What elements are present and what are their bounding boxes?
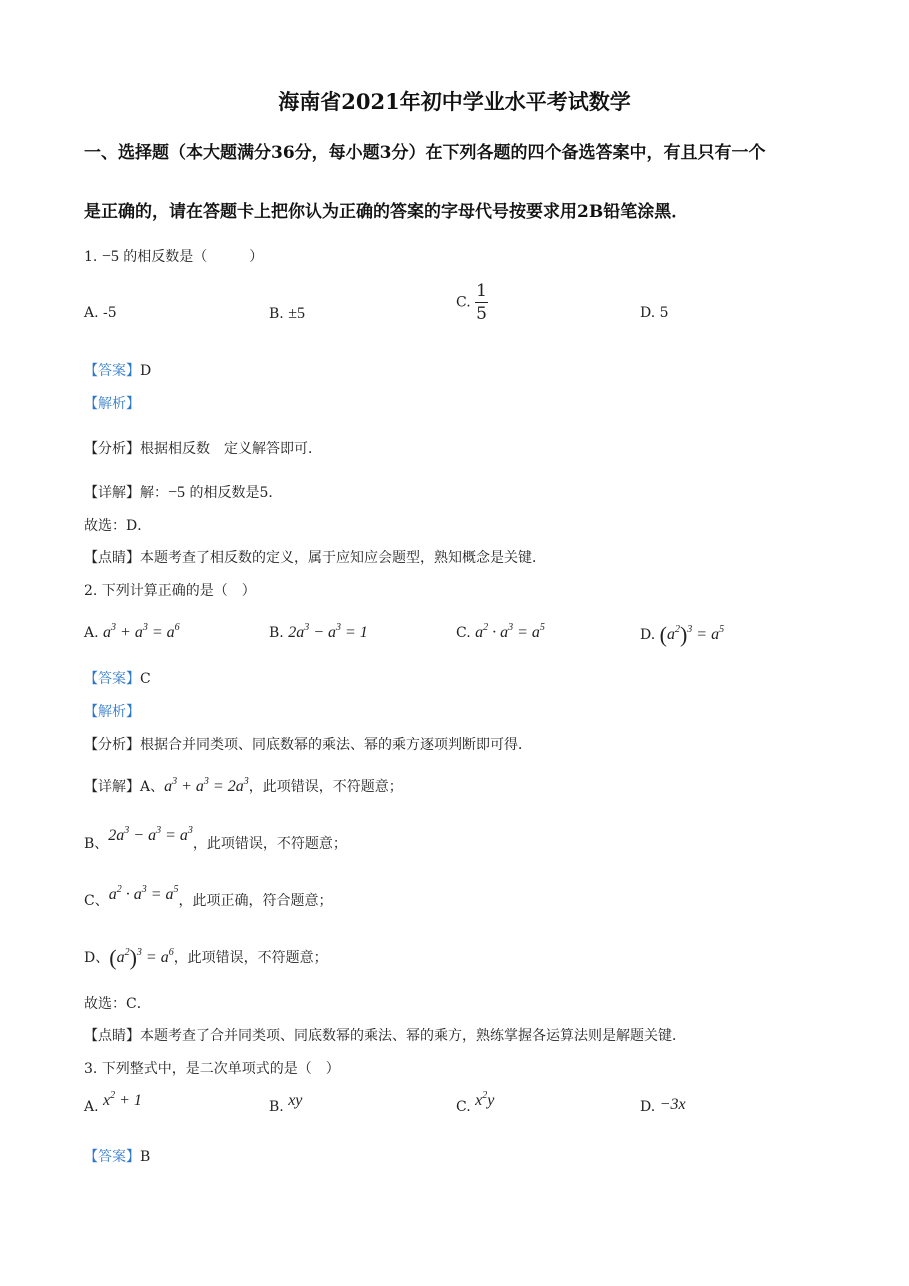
q1-answer: 【答案】D (84, 363, 152, 379)
q2-detail-a: 【详解】A、$a^3 + a^3 = 2a^3$，此项错误，不符题意； (84, 776, 403, 795)
q1-option-c: C. $\frac{1}{5}$ (456, 281, 487, 324)
q3-option-d: D. −3x (640, 1096, 686, 1115)
q2-choice: 故选：C． (84, 996, 151, 1012)
q1-fenxi: 【分析】根据相反数 定义解答即可． (84, 441, 322, 457)
question-3-stem: 3. 下列整式中，是二次单项式的是（ ） (84, 1061, 340, 1077)
q2-option-d: D. $(a^2)^3 = a^5$ (640, 622, 725, 647)
q3-answer: 【答案】B (84, 1149, 151, 1165)
page-title: 海南省2021年初中学业水平考试数学 (278, 89, 631, 114)
q3-option-c: C. $x^2y$ (456, 1090, 495, 1115)
q1-option-a: A. -5 (84, 305, 117, 321)
q2-dianjing: 【点睛】本题考查了合并同类项、同底数幂的乘法、幂的乘方，熟练掌握各运算法则是解题关键． (84, 1028, 686, 1044)
q2-option-b: B. $2a^3 - a^3 = 1$ (269, 622, 368, 641)
q2-answer: 【答案】C (84, 671, 151, 687)
q1-dianjing: 【点睛】本题考查了相反数的定义，属于应知应会题型，熟知概念是关键． (84, 550, 546, 566)
q1-choice: 故选：D． (84, 518, 152, 534)
q1-analysis-label: 【解析】 (84, 396, 140, 412)
section-heading-line2: 是正确的，请在答题卡上把你认为正确的答案的字母代号按要求用2B铅笔涂黑． (84, 202, 689, 222)
q3-option-a: A. $x^2 + 1$ (84, 1090, 142, 1115)
question-1-stem: 1. −5 的相反数是（ ） (84, 248, 264, 265)
q1-xiangjie: 【详解】解：−5 的相反数是5． (84, 484, 283, 501)
q2-fenxi: 【分析】根据合并同类项、同底数幂的乘法、幂的乘方逐项判断即可得． (84, 737, 532, 753)
q2-detail-c: C、$a^2 \cdot a^3 = a^5$，此项正确，符合题意； (84, 884, 333, 909)
section-heading-line1: 一、选择题（本大题满分36分，每小题3分）在下列各题的四个备选答案中，有且只有一个 (84, 143, 766, 163)
q2-detail-b: B、$2a^3 - a^3 = a^3$，此项错误，不符题意； (84, 825, 347, 852)
question-2-stem: 2. 下列计算正确的是（ ） (84, 583, 256, 599)
q3-option-b: B. xy (269, 1092, 303, 1115)
q2-detail-d: D、$(a^2)^3 = a^6$，此项错误，不符题意； (84, 945, 328, 970)
q2-analysis-label: 【解析】 (84, 704, 140, 720)
q1-option-b: B. ±5 (269, 305, 305, 322)
q2-option-c: C. $a^2 \cdot a^3 = a^5$ (456, 622, 545, 641)
q2-option-a: A. $a^3 + a^3 = a^6$ (84, 622, 180, 641)
q1-option-d: D. 5 (640, 305, 669, 321)
